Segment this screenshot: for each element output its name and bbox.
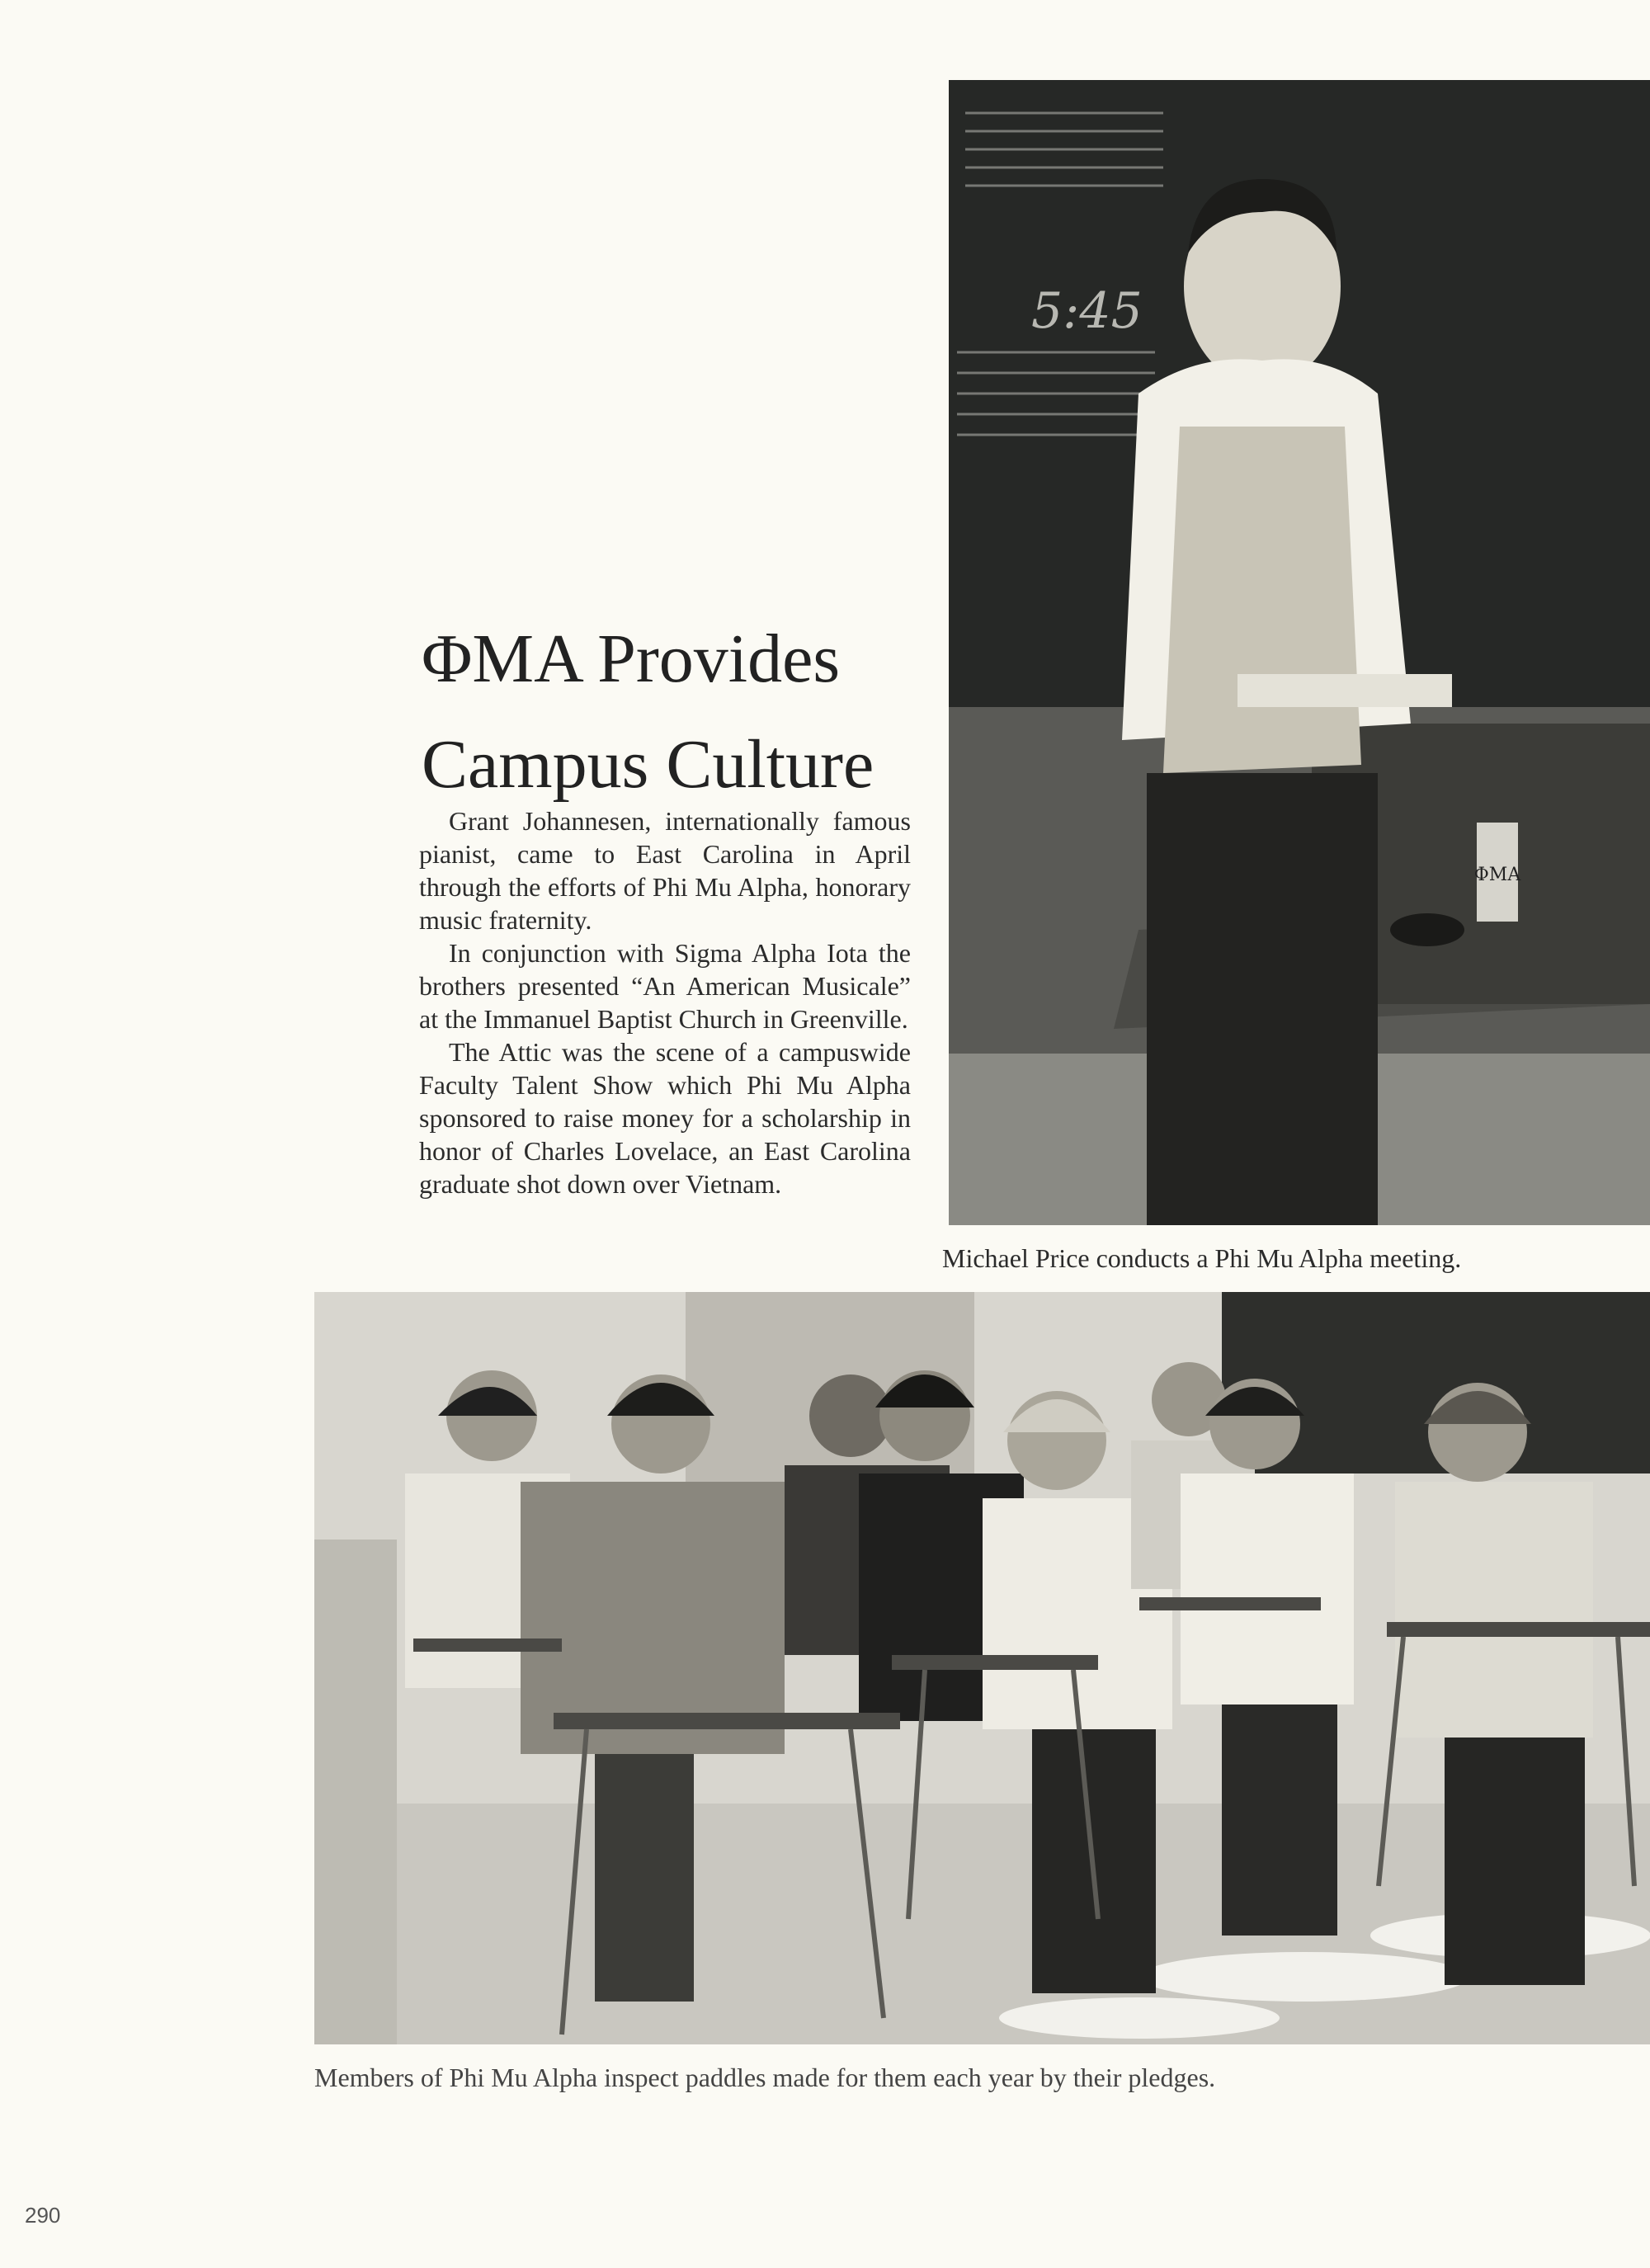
article-paragraph: The Attic was the scene of a campuswide Faculty Talent Show which Phi Mu Alpha sponsored to raise money for a scholarship in honor of Charles Lovelace, an East Carolina graduate shot down over Vietnam. [419,1037,911,1199]
article-paragraph: Grant Johannesen, internationally famous pianist, came to East Carolina in April through the efforts of Phi Mu Alpha, honorary music fraternity. [419,806,911,935]
article-paragraph: In conjunction with Sigma Alpha Iota the brothers presented “An American Musicale” at the Immanuel Baptist Church in Greenville. [419,938,911,1034]
page-number: 290 [25,2203,61,2228]
article-body [419,804,911,1200]
photo-speaker-at-lectern [949,80,1650,1225]
title-line-2: Campus Culture [422,726,874,803]
photo-caption-top: Michael Price conducts a Phi Mu Alpha meeting. [942,1243,1462,1273]
photo-caption-bottom: Members of Phi Mu Alpha inspect paddles made for them each year by their pledges. [314,2063,1216,2092]
members-photo-illustration [314,1292,1650,2044]
title-line-1: ΦMA Provides [422,620,841,697]
photo-members-seated [314,1292,1650,2044]
chalkboard-writing: 5:45 [1031,282,1143,340]
speaker-photo-illustration [949,80,1650,1225]
article-title [422,606,933,818]
fraternity-sign-text: ΦMA [1473,865,1521,885]
